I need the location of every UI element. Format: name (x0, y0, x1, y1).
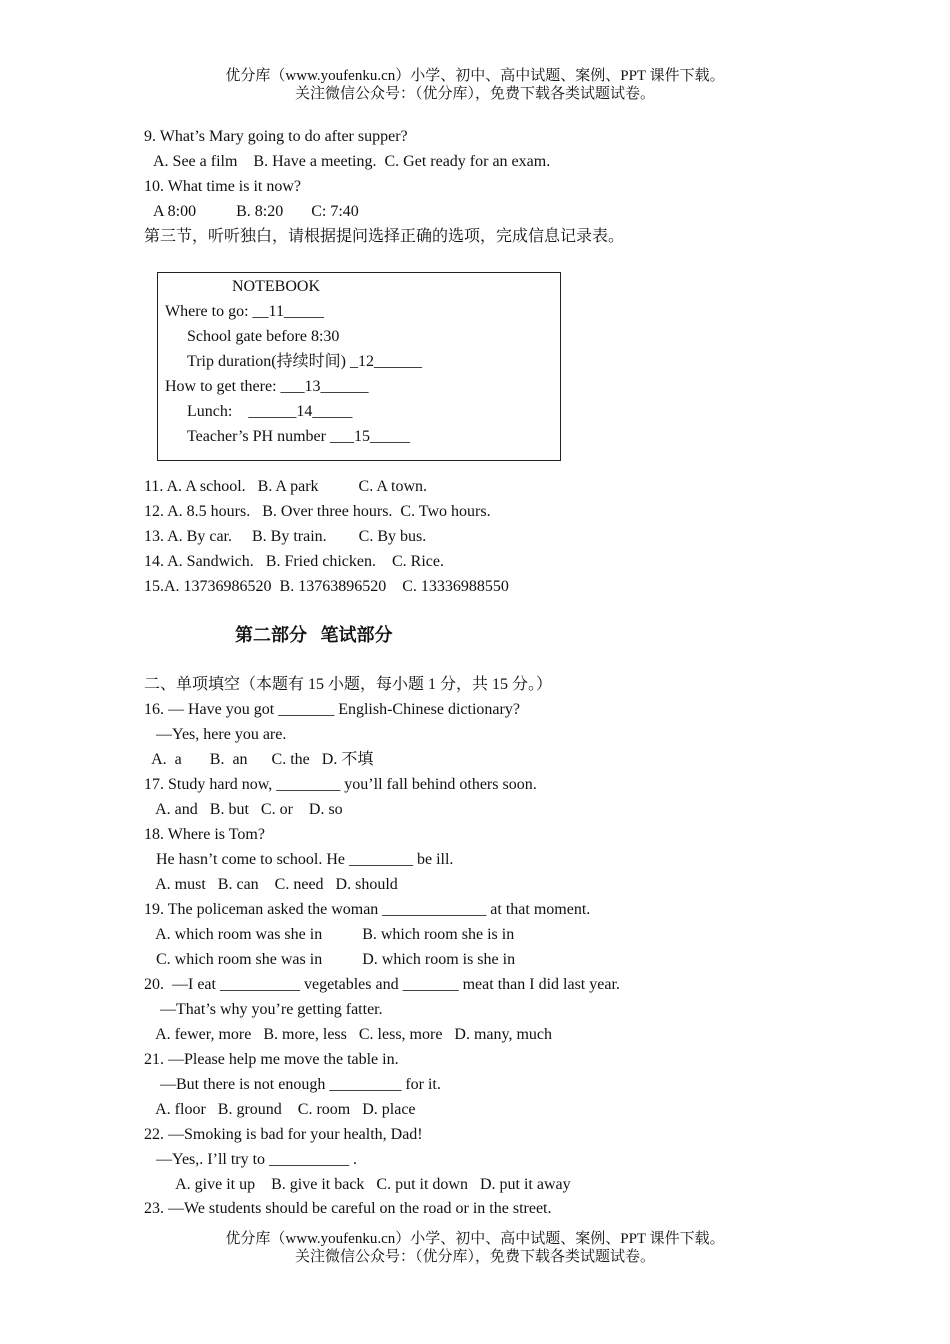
notebook-duration-label: Trip duration(持续时间) (187, 353, 350, 370)
answer-14: 14. A. Sandwich. B. Fried chicken. C. Rice. (144, 553, 444, 570)
notebook-how-blank: ___13______ (280, 378, 369, 395)
answer-11: 11. A. A school. B. A park C. A town. (144, 478, 427, 495)
question-line: —That’s why you’re getting fatter. (144, 1001, 383, 1018)
section2-intro: 二、单项填空（本题有 15 小题，每小题 1 分，共 15 分。） (144, 676, 553, 693)
question-line: A. must B. can C. need D. should (144, 876, 398, 893)
question-line: 22. —Smoking is bad for your health, Dad! (144, 1126, 423, 1143)
notebook-title: NOTEBOOK (232, 278, 320, 295)
answer-13: 13. A. By car. B. By train. C. By bus. (144, 528, 427, 545)
question-line: A. give it up B. give it back C. put it down D. put it away (144, 1176, 571, 1193)
q9-stem: 9. What’s Mary going to do after supper? (144, 128, 408, 145)
part2-title: 第二部分 笔试部分 (235, 625, 393, 645)
question-line: A. a B. an C. the D. 不填 (144, 751, 374, 768)
notebook-how (165, 377, 369, 397)
question-line: 18. Where is Tom? (144, 826, 265, 843)
q10-stem: 10. What time is it now? (144, 178, 302, 195)
question-line: A. which room was she in B. which room she is in (144, 926, 515, 943)
notebook-duration (187, 352, 422, 372)
notebook-duration-blank: _12______ (349, 353, 422, 370)
notebook-phone (187, 427, 410, 447)
question-line: —Yes,. I’ll try to __________ . (144, 1151, 358, 1168)
notebook-where (165, 302, 324, 322)
question-line: A. floor B. ground C. room D. place (144, 1101, 416, 1118)
footer-line-1: 优分库（www.youfenku.cn）小学、初中、高中试题、案例、PPT 课件下载。 (225, 1231, 725, 1247)
notebook-where-blank: __11_____ (252, 303, 324, 320)
notebook-phone-label: Teacher’s PH number (187, 428, 330, 445)
notebook-lunch (187, 402, 352, 422)
question-line: 17. Study hard now, ________ you’ll fall behind others soon. (144, 776, 537, 793)
question-line: C. which room she was in D. which room is she in (144, 951, 516, 968)
q10-options: A 8:00 B. 8:20 C: 7:40 (153, 203, 359, 220)
question-line: —Yes, here you are. (144, 726, 287, 743)
answer-12: 12. A. 8.5 hours. B. Over three hours. C. Two hours. (144, 503, 491, 520)
notebook-lunch-blank: ______14_____ (248, 403, 353, 420)
section3-intro: 第三节，听听独白，请根据提问选择正确的选项，完成信息记录表。 (144, 228, 625, 245)
question-line: He hasn’t come to school. He ________ be ill. (144, 851, 454, 868)
question-line: 20. —I eat __________ vegetables and _______ meat than I did last year. (144, 976, 620, 993)
q9-options: A. See a film B. Have a meeting. C. Get ready for an exam. (153, 153, 551, 170)
notebook-lunch-label: Lunch: (187, 403, 249, 420)
answer-15: 15.A. 13736986520 B. 13763896520 C. 13336988550 (144, 578, 509, 595)
notebook-phone-blank: ___15_____ (329, 428, 410, 445)
notebook-how-label: How to get there: (165, 378, 281, 395)
question-line: —But there is not enough _________ for it. (144, 1076, 441, 1093)
question-line: 21. —Please help me move the table in. (144, 1051, 399, 1068)
footer-line-2: 关注微信公众号：（优分库），免费下载各类试题试卷。 (294, 1249, 655, 1265)
question-line: A. fewer, more B. more, less C. less, more D. many, much (144, 1026, 553, 1043)
question-line: 19. The policeman asked the woman _____________ at that moment. (144, 901, 591, 918)
question-line: 23. —We students should be careful on the road or in the street. (144, 1200, 552, 1217)
header-line-1: 优分库（www.youfenku.cn）小学、初中、高中试题、案例、PPT 课件下载。 (225, 68, 725, 84)
notebook-where-label: Where to go: (165, 303, 253, 320)
question-line: 16. — Have you got _______ English-Chinese dictionary? (144, 701, 520, 718)
header-line-2: 关注微信公众号：（优分库），免费下载各类试题试卷。 (294, 86, 655, 102)
question-line: A. and B. but C. or D. so (144, 801, 343, 818)
notebook-gate: School gate before 8:30 (187, 328, 340, 345)
